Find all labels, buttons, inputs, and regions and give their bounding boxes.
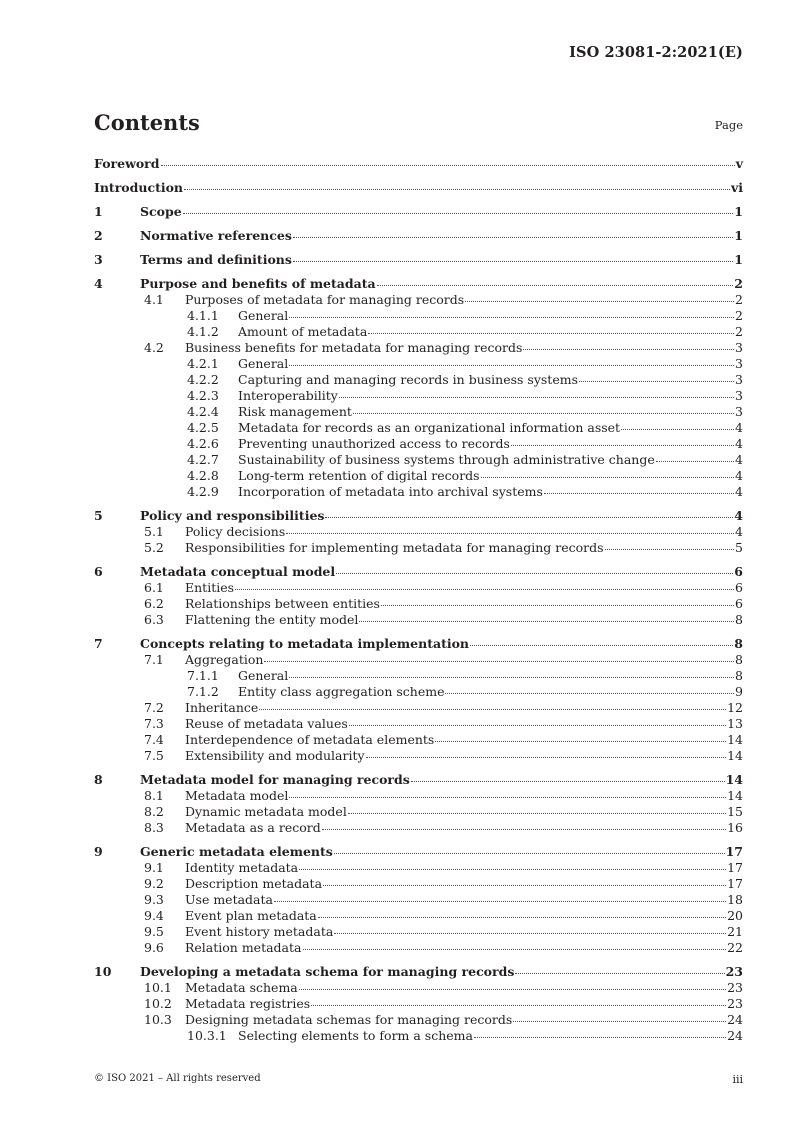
toc-entry-page: 22 (727, 940, 743, 955)
toc-entry-title: Purpose and benefits of metadata (140, 276, 376, 291)
dot-leader (353, 413, 734, 414)
toc-entry-number: 8.1 (144, 788, 164, 803)
toc-entry-page: 3 (735, 404, 743, 419)
toc-entry-number: 4 (94, 276, 103, 291)
toc-entry (94, 340, 743, 356)
toc-entry-page: 1 (734, 252, 743, 267)
toc-entry-page: 17 (725, 844, 743, 859)
page-number: iii (732, 1073, 743, 1086)
toc-entry (94, 700, 743, 716)
dot-leader (381, 605, 734, 606)
toc-entry-page: 6 (734, 564, 743, 579)
dot-leader (605, 549, 734, 550)
dot-leader (299, 989, 726, 990)
toc-entry-number: 7.1.1 (187, 668, 219, 683)
toc-entry-page: vi (730, 180, 743, 195)
toc-entry-page: 2 (735, 308, 743, 323)
toc-entry-page: 13 (727, 716, 743, 731)
toc-entry-title: Inheritance (185, 700, 259, 715)
toc-entry-page: 17 (727, 876, 743, 891)
dot-leader (289, 317, 734, 318)
toc-entry-title: Developing a metadata schema for managing records (140, 964, 515, 979)
toc-entry-page: 23 (727, 996, 743, 1011)
toc-entry-page: 4 (735, 524, 743, 539)
dot-leader (293, 237, 733, 238)
toc-entry-title: Sustainability of business systems through administrative change (238, 452, 655, 467)
toc-entry-title: Dynamic metadata model (185, 804, 347, 819)
toc-entry (94, 924, 743, 940)
dot-leader (656, 461, 734, 462)
toc-entry-number: 8 (94, 772, 103, 787)
toc-entry-title: Metadata model for managing records (140, 772, 410, 787)
dot-leader (579, 381, 734, 382)
toc-entry-number: 5.2 (144, 540, 164, 555)
toc-entry-page: 14 (727, 732, 743, 747)
toc-entry-number: 4.2.9 (187, 484, 219, 499)
toc-entry-title: Business benefits for metadata for managing records (185, 340, 523, 355)
toc-entry (94, 612, 743, 628)
toc-entry-title: Scope (140, 204, 182, 219)
toc-entry-title: Introduction (94, 180, 184, 195)
toc-entry-number: 6.1 (144, 580, 164, 595)
dot-leader (445, 693, 734, 694)
toc-entry-page: 23 (727, 980, 743, 995)
toc-entry-number: 4.1 (144, 292, 164, 307)
toc-entry-number: 10.3 (144, 1012, 172, 1027)
toc-entry (94, 908, 743, 924)
toc-entry-number: 9.5 (144, 924, 164, 939)
dot-leader (621, 429, 734, 430)
toc-entry-title: Aggregation (185, 652, 264, 667)
toc-entry-page: 4 (735, 420, 743, 435)
dot-leader (325, 517, 733, 518)
dot-leader (511, 445, 734, 446)
toc-entry-number: 9.1 (144, 860, 164, 875)
toc-entry-title: Generic metadata elements (140, 844, 333, 859)
toc-entry (94, 180, 743, 198)
toc-entry-number: 6 (94, 564, 103, 579)
toc-entry-number: 4.2.1 (187, 356, 219, 371)
toc-entry-page: 8 (735, 612, 743, 627)
toc-entry-number: 7.4 (144, 732, 164, 747)
toc-entry (94, 980, 743, 996)
toc-entry-page: 2 (734, 276, 743, 291)
toc-entry-number: 4.2.2 (187, 372, 219, 387)
dot-leader (377, 285, 734, 286)
dot-leader (184, 189, 730, 190)
toc-entry-page: 3 (735, 372, 743, 387)
toc-entry (94, 372, 743, 388)
toc-entry-number: 4.2.4 (187, 404, 219, 419)
toc-entry-number: 7.2 (144, 700, 164, 715)
toc-entry-page: 20 (727, 908, 743, 923)
dot-leader (322, 829, 726, 830)
toc-entry-page: 4 (735, 436, 743, 451)
toc-entry-number: 8.3 (144, 820, 164, 835)
toc-entry (94, 996, 743, 1012)
toc-entry (94, 484, 743, 500)
toc-entry (94, 596, 743, 612)
toc-entry-title: General (238, 308, 289, 323)
toc-entry-page: 1 (734, 228, 743, 243)
dot-leader (368, 333, 734, 334)
toc-entry-number: 4.2.8 (187, 468, 219, 483)
toc-entry-page: 6 (735, 596, 743, 611)
dot-leader (359, 621, 734, 622)
page-column-label: Page (714, 118, 743, 132)
toc-entry-page: 23 (725, 964, 743, 979)
toc-entry-number: 10.1 (144, 980, 172, 995)
dot-leader (264, 661, 734, 662)
toc-entry-page: 3 (735, 356, 743, 371)
dot-leader (274, 901, 726, 902)
toc-entry-page: 9 (735, 684, 743, 699)
toc-entry-title: Incorporation of metadata into archival systems (238, 484, 543, 499)
toc-entry-title: General (238, 668, 289, 683)
toc-entry-page: 4 (735, 452, 743, 467)
toc-entry (94, 324, 743, 340)
dot-leader (515, 973, 724, 974)
toc-entry (94, 804, 743, 820)
dot-leader (481, 477, 734, 478)
toc-entry (94, 420, 743, 436)
toc-entry-number: 10 (94, 964, 112, 979)
dot-leader (293, 261, 733, 262)
toc-entry-page: 6 (735, 580, 743, 595)
toc-entry-number: 6.3 (144, 612, 164, 627)
toc-entry (94, 788, 743, 804)
toc-entry (94, 716, 743, 732)
toc-entry-page: 14 (727, 788, 743, 803)
toc-entry-number: 9 (94, 844, 103, 859)
toc-entry-title: Normative references (140, 228, 292, 243)
toc-entry-number: 7.3 (144, 716, 164, 731)
toc-entry (94, 252, 743, 270)
toc-entry-title: Interdependence of metadata elements (185, 732, 435, 747)
toc-entry-title: Long-term retention of digital records (238, 468, 480, 483)
toc-entry-page: 2 (735, 324, 743, 339)
toc-entry (94, 1028, 743, 1044)
toc-entry-number: 7 (94, 636, 103, 651)
toc-entry-title: General (238, 356, 289, 371)
toc-entry-title: Reuse of metadata values (185, 716, 348, 731)
toc-entry-title: Extensibility and modularity (185, 748, 365, 763)
toc-entry-title: Terms and definitions (140, 252, 292, 267)
toc-entry (94, 748, 743, 764)
toc-entry-page: 15 (727, 804, 743, 819)
dot-leader (349, 725, 726, 726)
toc-entry (94, 524, 743, 540)
toc-entry (94, 404, 743, 420)
toc-entry-title: Metadata model (185, 788, 289, 803)
dot-leader (289, 677, 734, 678)
toc-entry-title: Policy decisions (185, 524, 286, 539)
dot-leader (474, 1037, 726, 1038)
toc-entry-number: 2 (94, 228, 103, 243)
toc-entry-page: 16 (727, 820, 743, 835)
toc-entry-number: 5 (94, 508, 103, 523)
toc-entry-number: 9.4 (144, 908, 164, 923)
toc-entry-title: Metadata schema (185, 980, 298, 995)
toc-entry-title: Entities (185, 580, 235, 595)
toc-entry-title: Relationships between entities (185, 596, 380, 611)
toc-entry-page: 14 (725, 772, 743, 787)
toc-entry-number: 4.1.2 (187, 324, 219, 339)
dot-leader (334, 933, 726, 934)
toc-entry (94, 452, 743, 468)
toc-entry-title: Designing metadata schemas for managing records (185, 1012, 513, 1027)
toc-entry-title: Metadata conceptual model (140, 564, 336, 579)
dot-leader (513, 1021, 726, 1022)
toc-entry-number: 5.1 (144, 524, 164, 539)
dot-leader (348, 813, 726, 814)
toc-entry-title: Concepts relating to metadata implementation (140, 636, 470, 651)
toc-entry (94, 1012, 743, 1028)
toc-entry (94, 580, 743, 596)
dot-leader (303, 949, 727, 950)
toc-entry-title: Amount of metadata (238, 324, 368, 339)
dot-leader (289, 365, 734, 366)
toc-entry-page: 18 (727, 892, 743, 907)
toc-entry (94, 732, 743, 748)
toc-entry-page: 14 (727, 748, 743, 763)
toc-entry-number: 4.2.7 (187, 452, 219, 467)
toc-entry-title: Interoperability (238, 388, 338, 403)
toc-entry-page: 24 (727, 1028, 743, 1043)
toc-entry-number: 4.2 (144, 340, 164, 355)
toc-entry (94, 668, 743, 684)
toc-entry-number: 4.1.1 (187, 308, 219, 323)
toc-entry-title: Event history metadata (185, 924, 334, 939)
toc-entry-number: 9.6 (144, 940, 164, 955)
toc-entry (94, 156, 743, 174)
toc-entry-title: Event plan metadata (185, 908, 317, 923)
toc-entry-title: Entity class aggregation scheme (238, 684, 445, 699)
toc-entry-title: Relation metadata (185, 940, 302, 955)
toc-entry (94, 684, 743, 700)
toc-entry-title: Flattening the entity model (185, 612, 359, 627)
dot-leader (435, 741, 726, 742)
toc-entry (94, 892, 743, 908)
dot-leader (523, 349, 734, 350)
toc-entry-number: 1 (94, 204, 103, 219)
toc-entry-title: Policy and responsibilities (140, 508, 325, 523)
toc-entry-page: 21 (727, 924, 743, 939)
toc-entry-page: 24 (727, 1012, 743, 1027)
toc-entry-title: Purposes of metadata for managing records (185, 292, 465, 307)
toc-entry-number: 7.5 (144, 748, 164, 763)
toc-entry (94, 940, 743, 956)
toc-entry (94, 876, 743, 892)
toc-entry-page: 12 (727, 700, 743, 715)
toc-entry-number: 9.3 (144, 892, 164, 907)
dot-leader (259, 709, 726, 710)
dot-leader (183, 213, 734, 214)
toc-entry-page: 17 (727, 860, 743, 875)
toc-entry (94, 860, 743, 876)
toc-entry-title: Description metadata (185, 876, 323, 891)
toc-entry-page: 4 (734, 508, 743, 523)
toc-entry-number: 3 (94, 252, 103, 267)
toc-entry-number: 6.2 (144, 596, 164, 611)
toc-entry (94, 652, 743, 668)
dot-leader (465, 301, 734, 302)
toc-entry-number: 7.1.2 (187, 684, 219, 699)
toc-entry-page: 8 (735, 652, 743, 667)
copyright-notice: © ISO 2021 – All rights reserved (94, 1073, 261, 1084)
toc-entry (94, 820, 743, 836)
dot-leader (235, 589, 734, 590)
dot-leader (411, 781, 725, 782)
toc-entry (94, 388, 743, 404)
toc-entry-number: 8.2 (144, 804, 164, 819)
toc-entry-number: 4.2.5 (187, 420, 219, 435)
page-title: Contents (94, 110, 200, 135)
toc-entry-page: 2 (735, 292, 743, 307)
toc-entry-title: Responsibilities for implementing metadata for managing records (185, 540, 604, 555)
toc-entry-page: 3 (735, 388, 743, 403)
toc-entry (94, 308, 743, 324)
toc-entry (94, 468, 743, 484)
toc-entry (94, 540, 743, 556)
toc-entry (94, 204, 743, 222)
toc-entry (94, 228, 743, 246)
toc-entry-page: v (735, 156, 743, 171)
dot-leader (161, 165, 735, 166)
dot-leader (334, 853, 725, 854)
toc-entry-number: 10.2 (144, 996, 172, 1011)
toc-entry-page: 4 (735, 468, 743, 483)
toc-entry-page: 8 (735, 668, 743, 683)
toc-entry-number: 7.1 (144, 652, 164, 667)
toc-entry (94, 436, 743, 452)
toc-entry-page: 5 (735, 540, 743, 555)
toc-entry (94, 292, 743, 308)
dot-leader (366, 757, 727, 758)
dot-leader (286, 533, 734, 534)
dot-leader (336, 573, 733, 574)
toc-entry-title: Metadata registries (185, 996, 311, 1011)
dot-leader (318, 917, 726, 918)
toc-entry-title: Selecting elements to form a schema (238, 1028, 473, 1043)
toc-entry-title: Foreword (94, 156, 160, 171)
toc-entry-number: 4.2.6 (187, 436, 219, 451)
toc-entry-title: Use metadata (185, 892, 273, 907)
dot-leader (323, 885, 726, 886)
dot-leader (470, 645, 733, 646)
toc-entry-page: 8 (734, 636, 743, 651)
toc-entry-number: 9.2 (144, 876, 164, 891)
dot-leader (289, 797, 726, 798)
dot-leader (339, 397, 734, 398)
dot-leader (544, 493, 734, 494)
dot-leader (311, 1005, 726, 1006)
toc-entry-title: Identity metadata (185, 860, 299, 875)
dot-leader (299, 869, 726, 870)
toc-entry-title: Metadata as a record (185, 820, 321, 835)
toc-entry-title: Risk management (238, 404, 352, 419)
toc-entry-title: Metadata for records as an organizational information asset (238, 420, 621, 435)
toc-entry-page: 3 (735, 340, 743, 355)
document-id: ISO 23081-2:2021(E) (569, 44, 743, 61)
toc-entry-title: Capturing and managing records in business systems (238, 372, 578, 387)
toc-entry (94, 356, 743, 372)
toc-entry-page: 1 (734, 204, 743, 219)
toc-entry-title: Preventing unauthorized access to records (238, 436, 510, 451)
toc-entry-number: 4.2.3 (187, 388, 219, 403)
toc-entry-page: 4 (735, 484, 743, 499)
toc-entry-number: 10.3.1 (187, 1028, 227, 1043)
